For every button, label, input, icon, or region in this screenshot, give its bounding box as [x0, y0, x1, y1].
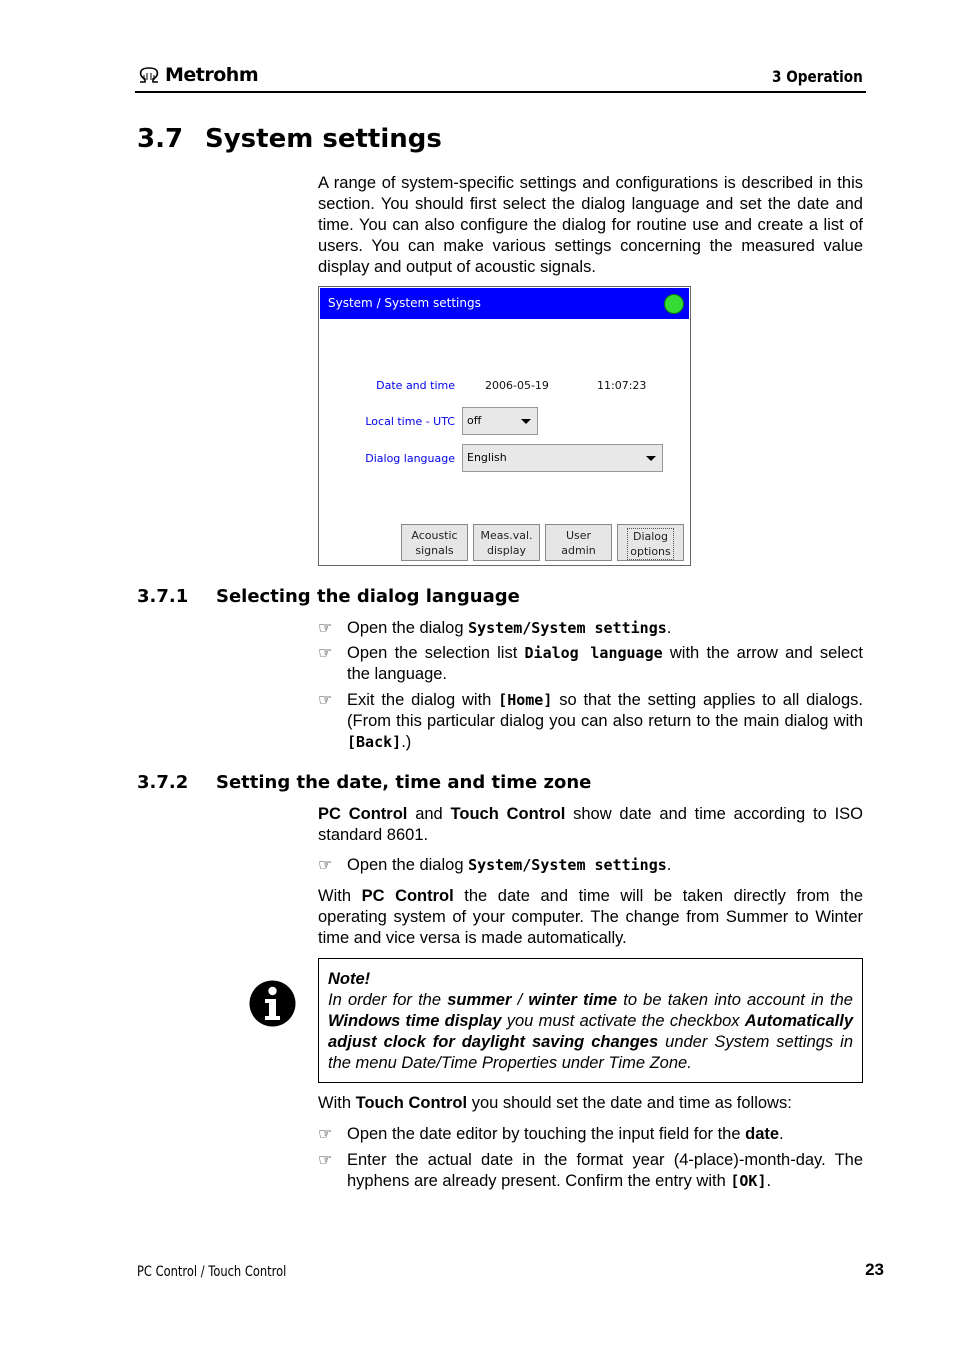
- text: .: [666, 619, 672, 637]
- text: /: [511, 991, 529, 1009]
- paragraph: [318, 804, 863, 846]
- text: Enter the actual date in the format year (4-place)-month-day. The hyphens are already present. Confirm the entry with: [347, 1151, 863, 1190]
- field-ref: Dialog language: [524, 644, 663, 662]
- text: you must activate the checkbox: [501, 1012, 745, 1030]
- chapter-label: 3 Operation: [772, 67, 863, 86]
- dialog-language-label: Dialog language: [365, 452, 455, 465]
- omega-logo-icon: [137, 66, 161, 84]
- pointing-hand-icon: ☞: [318, 692, 333, 709]
- text: In order for the: [328, 991, 448, 1009]
- text: show date and time according to ISO standard 8601.: [318, 805, 863, 844]
- bold-text: PC Control: [318, 805, 408, 823]
- button-label: admin: [561, 544, 596, 557]
- text: .: [666, 856, 672, 874]
- utc-value: off: [467, 414, 482, 427]
- text: under System settings in the menu Date/Time Properties under Time Zone.: [328, 1033, 853, 1072]
- time-field[interactable]: 11:07:23: [597, 379, 647, 392]
- pointing-hand-icon: ☞: [318, 1126, 333, 1143]
- subsection-title-language: [137, 586, 520, 607]
- text: the date and time will be taken directly from the operating system of your computer. The change from Summer to Winter time and vice versa is made automatically.: [318, 887, 863, 947]
- subsection-title-text: Selecting the dialog language: [216, 586, 520, 607]
- subsection-number: 3.7.2: [137, 772, 189, 793]
- utc-dropdown[interactable]: [462, 407, 538, 435]
- brand-name: Metrohm: [165, 64, 259, 86]
- bold-text: winter time: [528, 991, 618, 1009]
- instruction-item: [318, 855, 863, 876]
- instruction-item: [318, 690, 863, 753]
- status-indicator-icon: [664, 294, 684, 314]
- text: With: [318, 887, 362, 905]
- text: so that the setting applies to all dialogs. (From this particular dialog you can also return to the main dialog with: [347, 691, 863, 730]
- instruction-item: [318, 643, 863, 685]
- chevron-down-icon: [521, 419, 531, 424]
- button-label: User: [565, 529, 592, 542]
- bold-text: PC Control: [361, 887, 454, 905]
- bold-text: Windows time display: [328, 1012, 502, 1030]
- intro-paragraph: A range of system-specific settings and configurations is described in this section. You should first select the dialog language and set the date and time. You can also configure the dialog for routine use and create a list of users. You can make various settings concerning the measured value display and output of acoustic signals.: [318, 174, 863, 276]
- button-label: Dialog: [632, 530, 669, 543]
- text: with the arrow and select the language.: [347, 644, 863, 683]
- acoustic-signals-button[interactable]: [401, 524, 468, 561]
- pointing-hand-icon: ☞: [318, 857, 333, 874]
- bold-text: summer: [447, 991, 512, 1009]
- text: .: [766, 1172, 772, 1190]
- page-number: 23: [865, 1260, 884, 1279]
- bold-text: date: [745, 1125, 780, 1143]
- key-ref: [Back]: [347, 733, 402, 751]
- dialog-title: System / System settings: [328, 296, 481, 310]
- subsection-title-date-time: [137, 772, 591, 793]
- section-title-text: System settings: [205, 124, 442, 154]
- bold-text: Automatically adjust clock for daylight saving changes: [328, 1012, 853, 1051]
- button-label: Meas.val.: [480, 529, 533, 542]
- dialog-language-dropdown[interactable]: [462, 444, 663, 472]
- dialog-language-value: English: [467, 451, 507, 464]
- note-box: [318, 958, 863, 1083]
- date-time-label: Date and time: [376, 379, 455, 392]
- text: With: [318, 1094, 356, 1112]
- text: Open the dialog: [347, 619, 469, 637]
- text: and: [407, 805, 451, 823]
- pointing-hand-icon: ☞: [318, 1152, 333, 1169]
- button-label: options: [630, 545, 671, 558]
- section-title: [137, 124, 442, 154]
- text: .: [779, 1125, 784, 1143]
- subsection-title-text: Setting the date, time and time zone: [216, 772, 592, 793]
- key-ref: [Home]: [498, 691, 553, 709]
- instruction-item: [318, 1150, 863, 1192]
- text: Open the selection list: [347, 644, 525, 662]
- header-divider: [135, 91, 866, 93]
- bold-text: Touch Control: [355, 1094, 468, 1112]
- text: Exit the dialog with: [347, 691, 499, 709]
- focus-outline: [627, 528, 674, 560]
- utc-label: Local time - UTC: [365, 415, 455, 428]
- instruction-item: [318, 618, 863, 639]
- button-label: signals: [415, 544, 454, 557]
- button-label: display: [486, 544, 527, 557]
- date-field[interactable]: 2006-05-19: [485, 379, 549, 392]
- footer-product: PC Control / Touch Control: [137, 1264, 287, 1280]
- system-settings-screenshot: [318, 286, 691, 566]
- brand-logo: [137, 64, 258, 86]
- text: Open the date editor by touching the input field for the: [347, 1125, 746, 1143]
- key-ref: [OK]: [730, 1172, 767, 1190]
- text: Open the dialog: [347, 856, 469, 874]
- button-label: Acoustic: [411, 529, 458, 542]
- dialog-ref: System/System settings: [468, 619, 667, 637]
- chevron-down-icon: [646, 456, 656, 461]
- user-admin-button[interactable]: [545, 524, 612, 561]
- bold-text: Touch Control: [450, 805, 566, 823]
- pointing-hand-icon: ☞: [318, 620, 333, 637]
- paragraph: [318, 886, 863, 949]
- meas-val-display-button[interactable]: [473, 524, 540, 561]
- pointing-hand-icon: ☞: [318, 645, 333, 662]
- dialog-options-button[interactable]: [617, 524, 684, 561]
- dialog-ref: System/System settings: [468, 856, 667, 874]
- text: .): [401, 733, 412, 751]
- note-title: Note!: [328, 970, 371, 988]
- dialog-title-bar: [320, 288, 689, 319]
- section-number: 3.7: [137, 124, 184, 154]
- paragraph: [318, 1093, 863, 1114]
- text: to be taken into account in the: [617, 991, 853, 1009]
- instruction-item: [318, 1124, 863, 1145]
- subsection-number: 3.7.1: [137, 586, 189, 607]
- info-icon: [249, 980, 296, 1027]
- text: you should set the date and time as follows:: [467, 1094, 792, 1112]
